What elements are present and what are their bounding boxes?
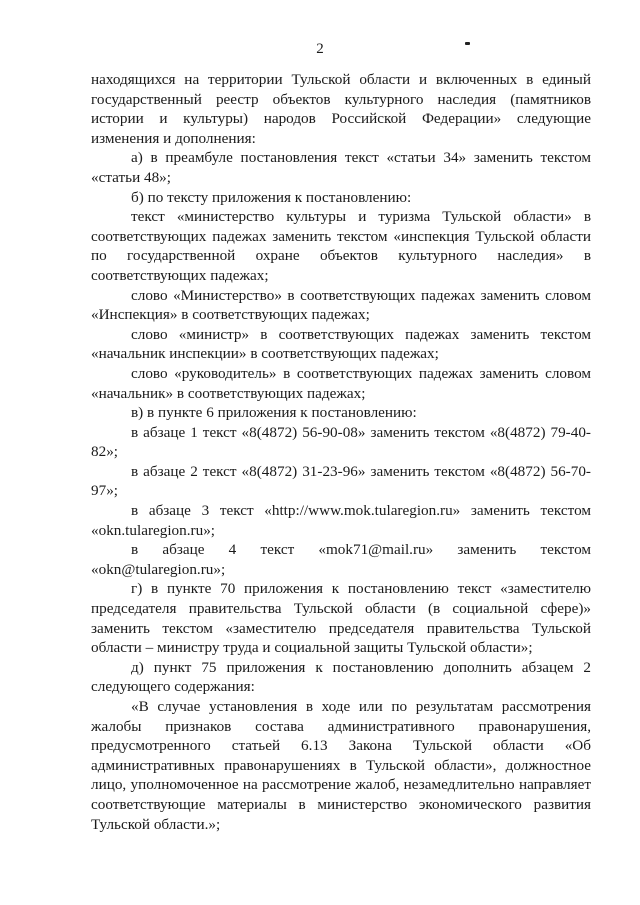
paragraph: слово «Министерство» в соответствующих падежах заменить словом «Инспекция» в соответствующих падежах; [91,286,591,324]
scan-speck [465,42,470,45]
paragraph: в абзаце 3 текст «http://www.mok.tularegion.ru» заменить текстом «okn.tularegion.ru»; [91,502,591,539]
paragraph: б) по тексту приложения к постановлению: [131,188,412,206]
paragraph: текст «министерство культуры и туризма Тульской области» в соответствующих падежах заменить текстом «инспекция Тульской области по государственной охране объектов культурного наследия» в соответствующих падежах; [91,208,591,284]
paragraph: г) в пункте 70 приложения к постановлению текст «заместителю председателя правительства Тульской области (в социальной сфере)» заменить текстом «заместителю председателя правительства Тульской области – министру труда и социальной защиты Тульской области»; [91,580,591,657]
paragraph: в абзаце 1 текст «8(4872) 56-90-08» заменить текстом «8(4872) 79-40-82»; [91,423,591,461]
paragraph: находящихся на территории Тульской области и включенных в единый государственный реестр объектов культурного наследия (памятников истории и культуры) народов Российской Федерации» следующие изменения и дополнения: [91,71,591,147]
paragraph: д) пункт 75 приложения к постановлению дополнить абзацем 2 следующего содержания: [91,658,591,696]
paragraph: а) в преамбуле постановления текст «статьи 34» заменить текстом «статьи 48»; [91,149,591,186]
paragraph: в) в пункте 6 приложения к постановлению: [131,404,417,422]
paragraph: «В случае установления в ходе или по результатам рассмотрения жалобы признаков состава административного правонарушения, предусмотренного статьей 6.13 Закона Тульской области «Об административных правонарушениях в Тульской области», должностное лицо, уполномоченное на рассмотрение жалоб, незамедлительно направляет соответствующие материалы в министерство экономического развития Тульской области.»; [91,698,591,833]
paragraph: слово «министр» в соответствующих падежах заменить текстом «начальник инспекции» в соответствующих падежах; [91,325,591,363]
page-number: 2 [316,41,324,57]
paragraph: слово «руководитель» в соответствующих падежах заменить словом «начальник» в соответствующих падежах; [91,364,591,402]
document-body [91,70,591,834]
paragraph: в абзаце 2 текст «8(4872) 31-23-96» заменить текстом «8(4872) 56-70-97»; [91,462,591,500]
paragraph: в абзаце 4 текст «mok71@mail.ru» заменить текстом «okn@tularegion.ru»; [91,541,591,578]
